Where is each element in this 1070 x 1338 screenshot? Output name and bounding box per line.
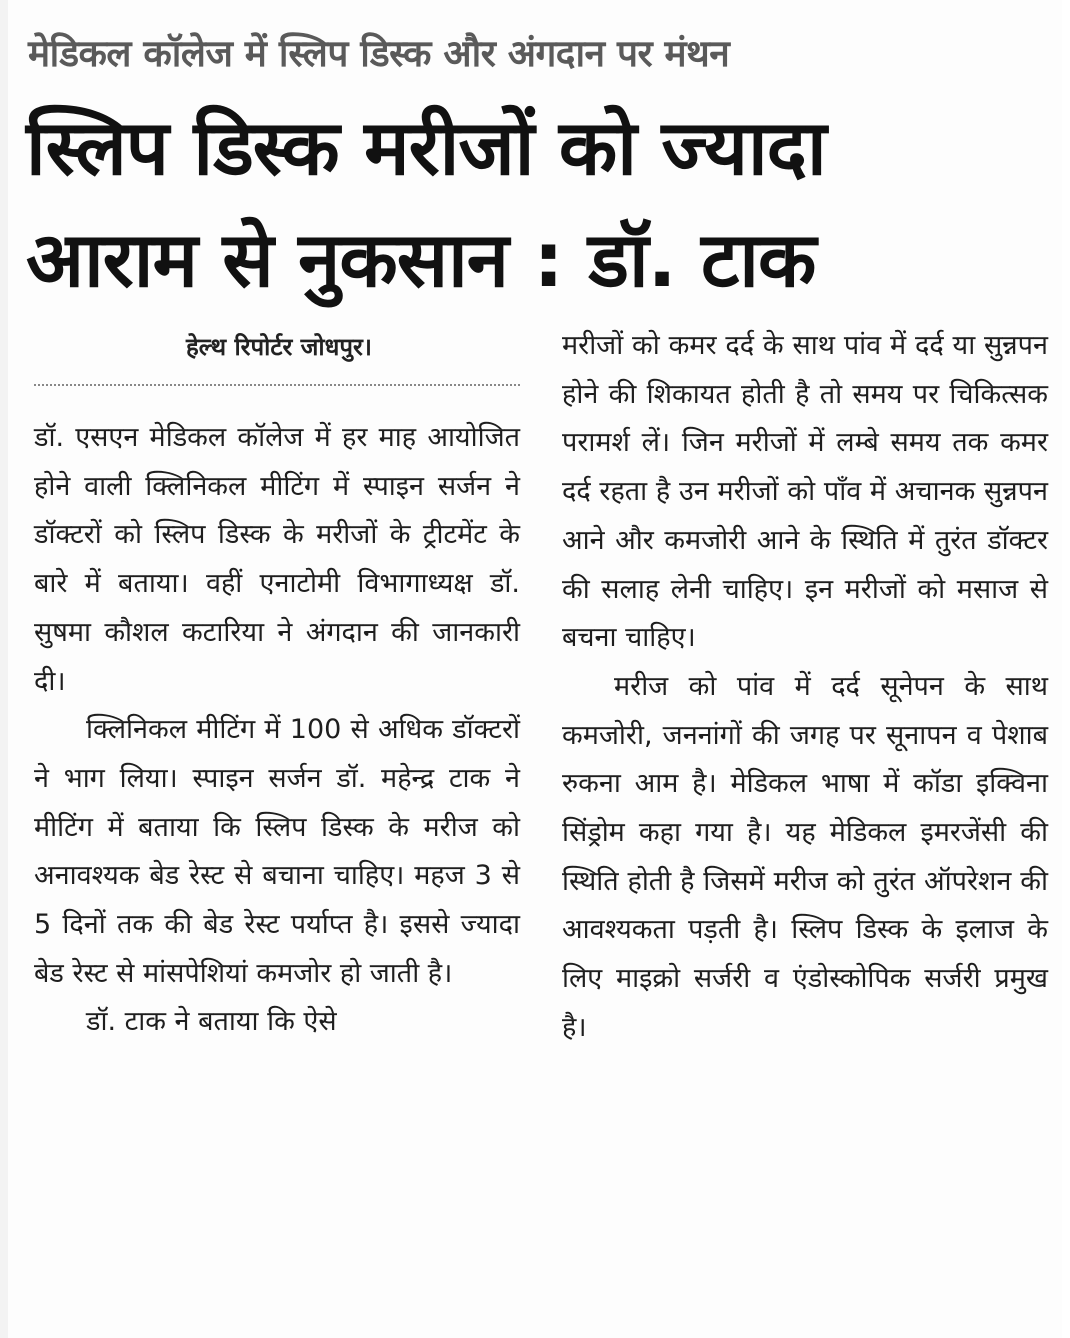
paragraph: क्लिनिकल मीटिंग में 100 से अधिक डॉक्टरों ने भाग लिया। स्पाइन सर्जन डॉ. महेन्द्र टाक ने मीटिंग में बताया कि स्लिप डिस्क के मरीज को अनावश्यक बेड रेस्ट से बचाना चाहिए। महज 3 से 5 दिनों तक की बेड रेस्ट पर्याप्त है। इससे ज्यादा बेड रेस्ट से मांसपेशियां कमजोर हो जाती है। — [34, 714, 520, 989]
headline-line-2: आराम से नुकसान : डॉ. टाक — [26, 215, 816, 304]
paragraph: मरीज को पांव में दर्द सूनेपन के साथ कमजोरी, जननांगों की जगह पर सूनापन व पेशाब रुकना आम है। मेडिकल भाषा में कॉडा इक्विना सिंड्रोम कहा गया है। यह मेडिकल इमरजेंसी की स्थिति होती है जिसमें मरीज को तुरंत ऑपरेशन की आवश्यकता पड़ती है। स्लिप डिस्क के इलाज के लिए माइक्रो सर्जरी व एंडोस्कोपिक सर्जरी प्रमुख है। — [562, 670, 1048, 1043]
right-column — [562, 322, 1048, 1053]
page-edge — [0, 0, 8, 1338]
headline-line-1: स्लिप डिस्क मरीजों को ज्यादा — [26, 103, 826, 192]
paragraph: मरीजों को कमर दर्द के साथ पांव में दर्द या सुन्नपन होने की शिकायत होती है तो समय पर चिकित्सक परामर्श लें। जिन मरीजों में लम्बे समय तक कमर दर्द रहता है उन मरीजों को पाँव में अचानक सुन्नपन आने और कमजोरी आने के स्थिति में तुरंत डॉक्टर की सलाह लेनी चाहिए। इन मरीजों को मसाज से बचना चाहिए। — [562, 330, 1048, 654]
left-column — [34, 414, 520, 1047]
byline-divider — [34, 384, 520, 386]
kicker-headline: मेडिकल कॉलेज में स्लिप डिस्क और अंगदान पर मंथन — [28, 32, 730, 75]
paragraph: डॉ. एसएन मेडिकल कॉलेज में हर माह आयोजित होने वाली क्लिनिकल मीटिंग में स्पाइन सर्जन ने डॉक्टरों को स्लिप डिस्क के मरीजों के ट्रीटमेंट के बारे में बताया। वहीं एनाटोमी विभागाध्यक्ष डॉ. सुषमा कौशल कटारिया ने अंगदान की जानकारी दी। — [34, 422, 520, 697]
byline: हेल्थ रिपोर्टर जोधपुर। — [186, 333, 372, 361]
paragraph: डॉ. टाक ने बताया कि ऐसे — [86, 1006, 337, 1038]
main-headline — [26, 92, 1036, 316]
